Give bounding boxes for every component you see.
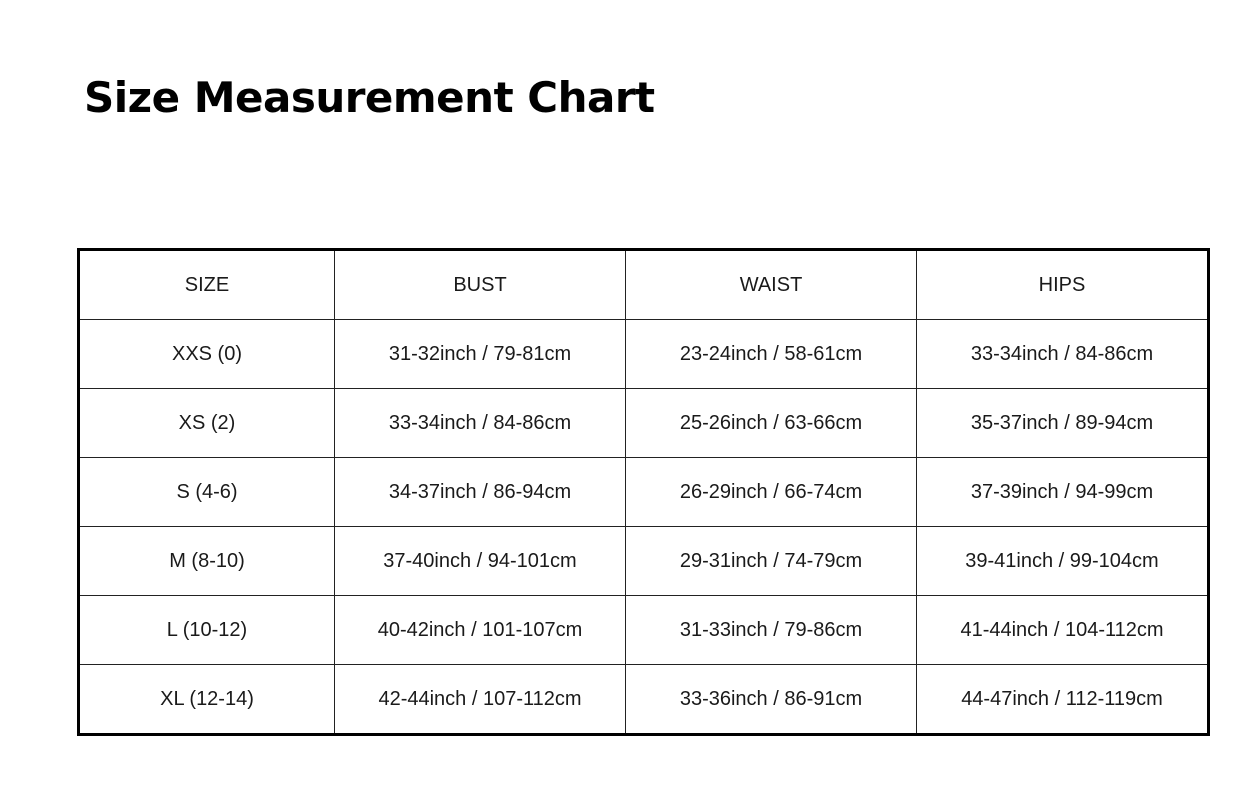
size-cell: M (8-10) [79, 527, 335, 596]
waist-cell: 33-36inch / 86-91cm [626, 665, 917, 735]
page-title: Size Measurement Chart [84, 73, 655, 122]
table-row [79, 458, 1209, 527]
bust-cell: 42-44inch / 107-112cm [335, 665, 626, 735]
hips-cell: 41-44inch / 104-112cm [917, 596, 1209, 665]
header-hips: HIPS [917, 250, 1209, 320]
hips-cell: 37-39inch / 94-99cm [917, 458, 1209, 527]
waist-cell: 26-29inch / 66-74cm [626, 458, 917, 527]
header-size: SIZE [79, 250, 335, 320]
bust-cell: 33-34inch / 84-86cm [335, 389, 626, 458]
table-row [79, 320, 1209, 389]
header-waist: WAIST [626, 250, 917, 320]
waist-cell: 23-24inch / 58-61cm [626, 320, 917, 389]
hips-cell: 44-47inch / 112-119cm [917, 665, 1209, 735]
table-row [79, 527, 1209, 596]
bust-cell: 34-37inch / 86-94cm [335, 458, 626, 527]
waist-cell: 31-33inch / 79-86cm [626, 596, 917, 665]
table-row [79, 596, 1209, 665]
waist-cell: 29-31inch / 74-79cm [626, 527, 917, 596]
header-bust: BUST [335, 250, 626, 320]
size-cell: S (4-6) [79, 458, 335, 527]
hips-cell: 39-41inch / 99-104cm [917, 527, 1209, 596]
size-cell: XXS (0) [79, 320, 335, 389]
bust-cell: 37-40inch / 94-101cm [335, 527, 626, 596]
hips-cell: 35-37inch / 89-94cm [917, 389, 1209, 458]
size-cell: XS (2) [79, 389, 335, 458]
waist-cell: 25-26inch / 63-66cm [626, 389, 917, 458]
bust-cell: 31-32inch / 79-81cm [335, 320, 626, 389]
size-cell: L (10-12) [79, 596, 335, 665]
size-cell: XL (12-14) [79, 665, 335, 735]
bust-cell: 40-42inch / 101-107cm [335, 596, 626, 665]
table-row [79, 389, 1209, 458]
header-row [79, 250, 1209, 320]
table-row [79, 665, 1209, 735]
size-chart-table [77, 248, 1210, 736]
hips-cell: 33-34inch / 84-86cm [917, 320, 1209, 389]
